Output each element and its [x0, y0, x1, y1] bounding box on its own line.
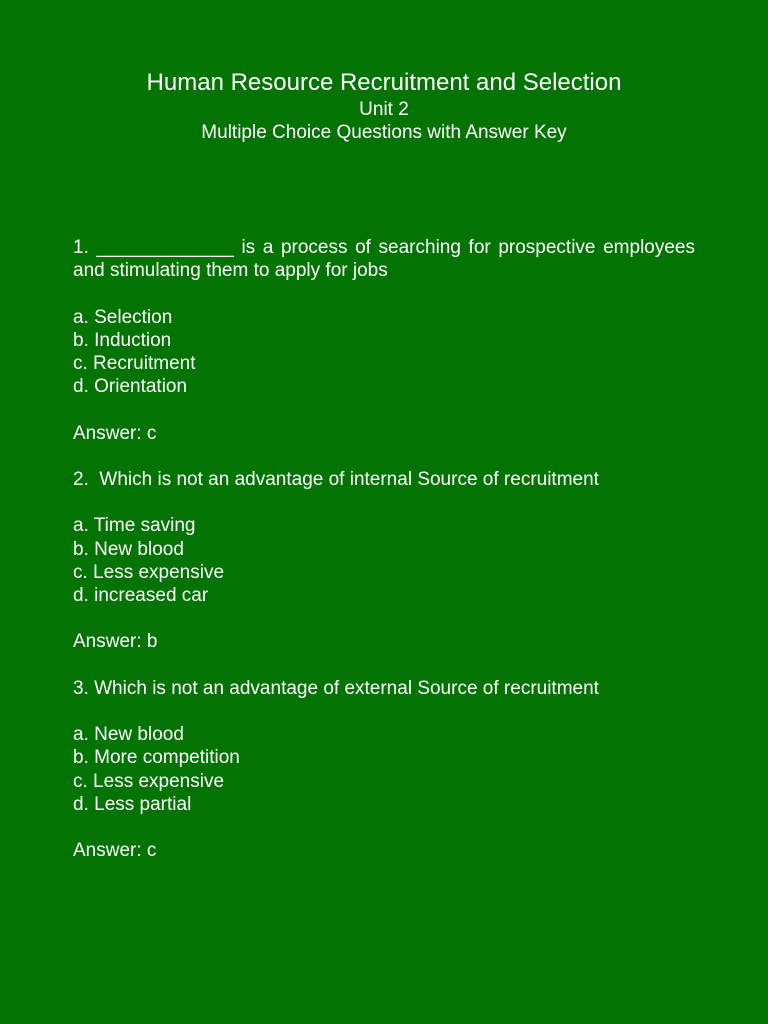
question-3 [73, 677, 695, 863]
option-list [73, 514, 695, 607]
option-b: b. New blood [73, 538, 184, 560]
option-c: c. Less expensive [73, 561, 225, 583]
question-stem: 1. _____________ is a process of searching for prospective employees and stimulating them to apply for jobs [73, 237, 695, 282]
document-subtitle: Multiple Choice Questions with Answer Key [201, 122, 567, 143]
question-2 [73, 468, 695, 654]
option-list [73, 306, 695, 399]
option-a: a. Selection [73, 306, 173, 328]
answer-key: Answer: c [73, 422, 157, 444]
document-title: Human Resource Recruitment and Selection [146, 69, 622, 96]
answer-key: Answer: c [73, 840, 157, 862]
option-d: d. Orientation [73, 376, 188, 398]
option-d: d. Less partial [73, 793, 192, 815]
document-header [0, 68, 768, 144]
option-c: c. Recruitment [73, 353, 196, 374]
option-a: a. Time saving [73, 515, 196, 537]
question-1 [73, 236, 695, 445]
option-c: c. Less expensive [73, 770, 225, 792]
unit-label: Unit 2 [359, 99, 409, 120]
option-a: a. New blood [73, 724, 184, 746]
option-d: d. increased car [73, 584, 209, 606]
question-stem: 2. Which is not an advantage of internal Source of recruitment [73, 468, 599, 490]
question-list [73, 236, 695, 886]
option-b: b. Induction [73, 329, 172, 351]
question-stem: 3. Which is not an advantage of external Source of recruitment [73, 677, 599, 699]
answer-key: Answer: b [73, 631, 158, 653]
option-list [73, 723, 695, 816]
option-b: b. More competition [73, 747, 240, 769]
